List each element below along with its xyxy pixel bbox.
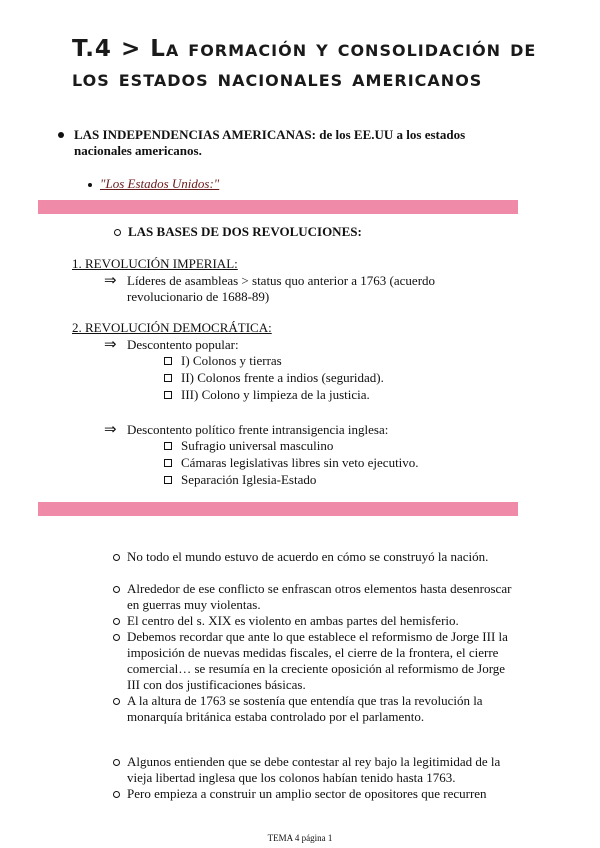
bullet-circle xyxy=(114,229,121,236)
note-item: A la altura de 1763 se sostenía que entendía que tras la revolución la monarquía británica estaba controlado por el parlamento. xyxy=(127,693,483,724)
note-item: No todo el mundo estuvo de acuerdo en cómo se construyó la nación. xyxy=(127,549,489,564)
popular-item: II) Colonos frente a indios (seguridad). xyxy=(181,370,384,385)
bullet-circle xyxy=(113,759,120,766)
bullet-circle xyxy=(113,554,120,561)
arrow-icon: ⇒ xyxy=(104,271,117,289)
subitem-link[interactable]: "Los Estados Unidos:" xyxy=(100,176,220,191)
arrow-icon: ⇒ xyxy=(104,335,117,353)
page-title: T.4 > La formación y consolidación de los estados nacionales americanos xyxy=(72,36,537,92)
bullet-square xyxy=(164,442,172,450)
bullet-circle xyxy=(113,698,120,705)
section-heading: LAS INDEPENDENCIAS AMERICANAS: de los EE.UU a los estados nacionales americanos. xyxy=(74,127,466,158)
democratica-heading: 2. REVOLUCIÓN DEMOCRÁTICA: xyxy=(72,320,272,335)
note-item: Alrededor de ese conflicto se enfrascan otros elementos hasta desenroscar en guerras muy violentas. xyxy=(127,581,512,612)
popular-label: Descontento popular: xyxy=(127,337,239,352)
bases-heading: LAS BASES DE DOS REVOLUCIONES: xyxy=(128,224,362,239)
bullet-square xyxy=(164,357,172,365)
popular-item: III) Colono y limpieza de la justicia. xyxy=(181,387,370,402)
highlight-bar xyxy=(38,502,518,516)
bullet-square xyxy=(164,476,172,484)
bullet-circle xyxy=(113,791,120,798)
bullet-dot xyxy=(58,132,64,138)
bullet-square xyxy=(164,374,172,382)
page-footer: TEMA 4 página 1 xyxy=(267,833,333,843)
bullet-circle xyxy=(113,618,120,625)
imperial-heading: 1. REVOLUCIÓN IMPERIAL: xyxy=(72,256,238,271)
note-item: El centro del s. XIX es violento en ambas partes del hemisferio. xyxy=(127,613,459,628)
bullet-circle xyxy=(113,634,120,641)
imperial-point: Líderes de asambleas > status quo anterior a 1763 (acuerdo revolucionario de 1688-89) xyxy=(127,273,436,304)
note-item: Pero empieza a construir un amplio sector de opositores que recurren xyxy=(127,786,487,801)
note-item: Debemos recordar que ante lo que establece el reformismo de Jorge III la imposición de nuevas medidas fiscales, el cierre de la frontera, el cierre comercial… se resumía en la creciente oposición al reformismo de Jorge III con dos justificaciones básicas. xyxy=(127,629,508,692)
bullet-circle xyxy=(113,586,120,593)
highlight-bar xyxy=(38,200,518,214)
politico-label: Descontento político frente intransigencia inglesa: xyxy=(127,422,389,437)
politico-item: Separación Iglesia-Estado xyxy=(181,472,317,487)
bullet-dot xyxy=(88,183,92,187)
arrow-icon: ⇒ xyxy=(104,420,117,438)
note-item: Algunos entienden que se debe contestar al rey bajo la legitimidad de la vieja libertad inglesa que los colonos habían tenido hasta 1763. xyxy=(127,754,501,785)
bullet-square xyxy=(164,459,172,467)
bullet-square xyxy=(164,391,172,399)
politico-item: Sufragio universal masculino xyxy=(181,438,334,453)
politico-item: Cámaras legislativas libres sin veto ejecutivo. xyxy=(181,455,419,470)
popular-item: I) Colonos y tierras xyxy=(181,353,282,368)
